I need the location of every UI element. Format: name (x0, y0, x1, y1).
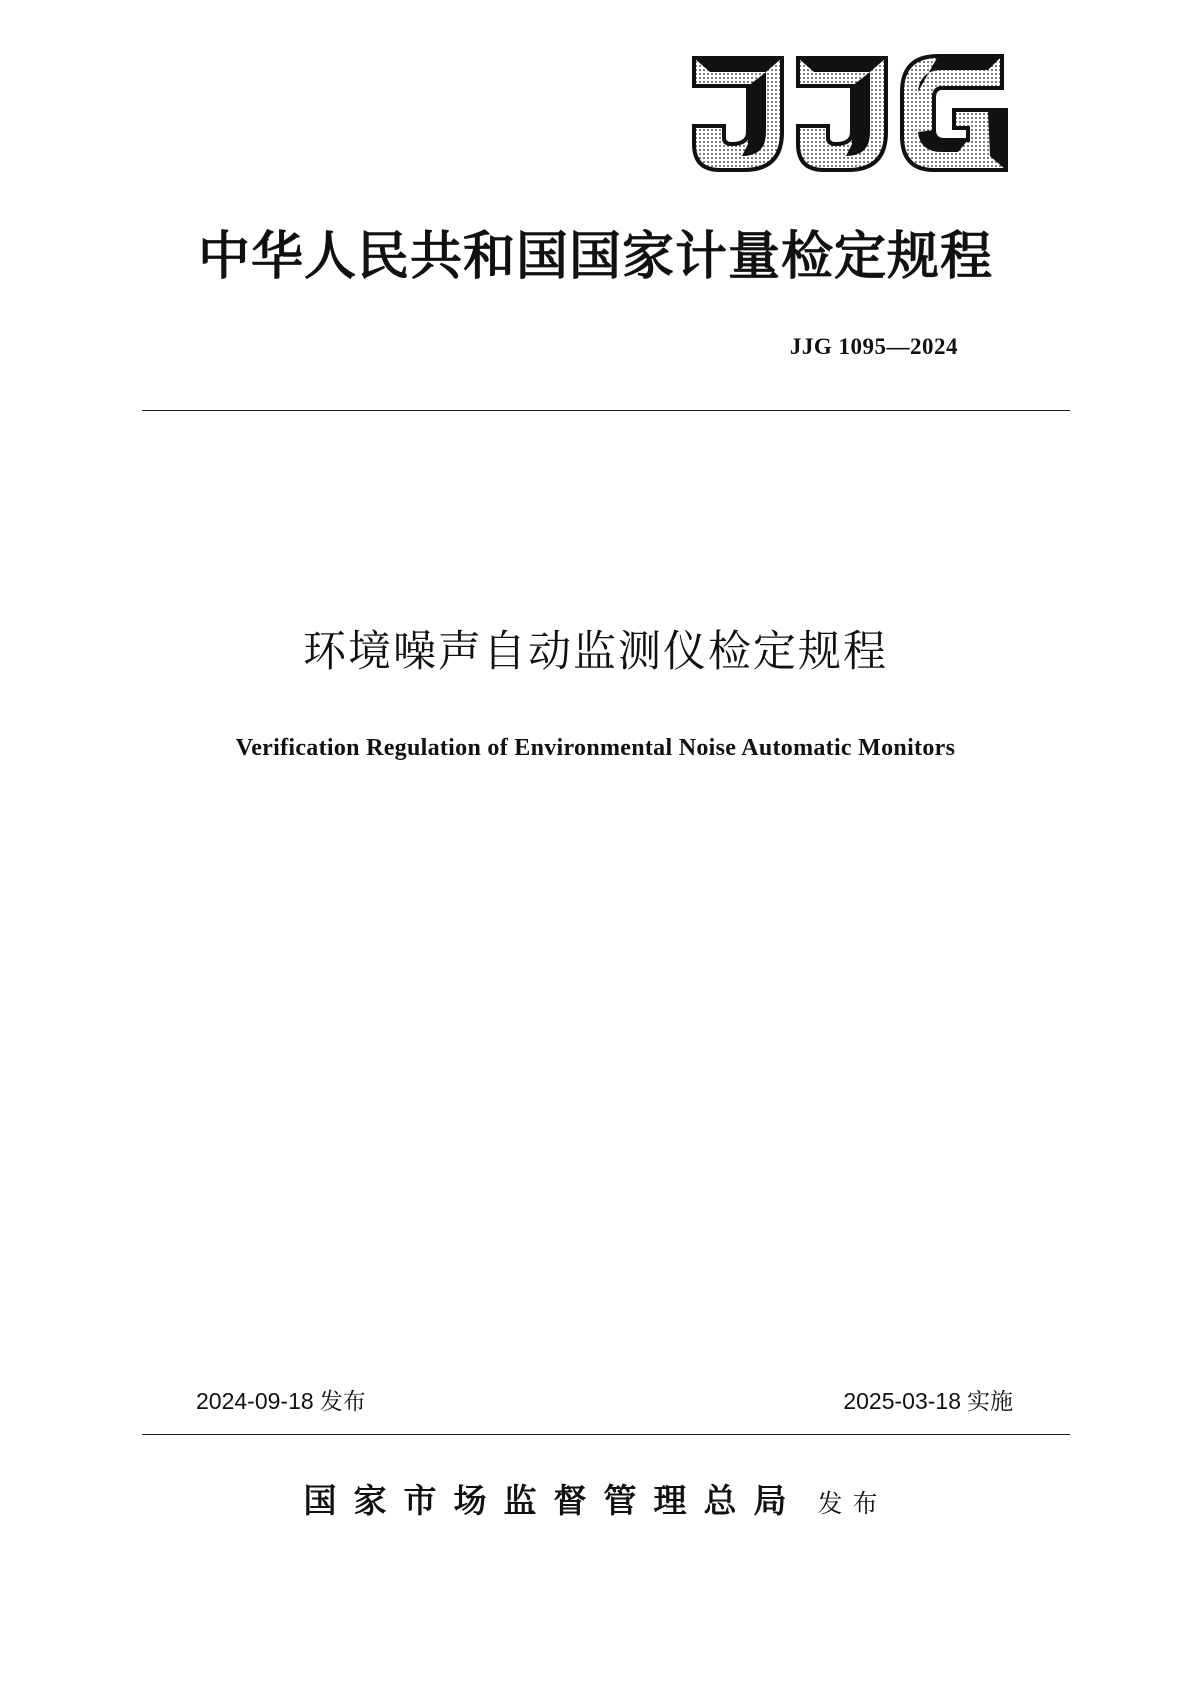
top-divider (142, 410, 1070, 411)
logo-letter-j-1 (694, 58, 782, 170)
publisher-name: 国家市场监督管理总局 (303, 1481, 804, 1520)
document-title-cn: 环境噪声自动监测仪检定规程 (303, 627, 888, 677)
publisher-line (0, 1476, 1191, 1532)
issue-date-value: 2024-09-18 (196, 1388, 314, 1414)
logo-letter-g (902, 56, 1006, 170)
main-title: 中华人民共和国国家计量检定规程 (197, 226, 993, 287)
standard-code: JJG 1095—2024 (789, 334, 958, 359)
effective-date (843, 1386, 1013, 1417)
publisher-action: 发布 (817, 1489, 888, 1518)
logo-letter-j-2 (798, 58, 886, 170)
bottom-divider (142, 1434, 1070, 1435)
document-title-en: Verification Regulation of Environmental Noise Automatic Monitors (235, 735, 956, 761)
effective-date-value: 2025-03-18 (843, 1388, 961, 1414)
issue-date (196, 1386, 366, 1417)
issue-date-label: 发布 (319, 1389, 366, 1415)
jjg-logo-icon (690, 52, 1008, 176)
effective-date-label: 实施 (967, 1389, 1013, 1415)
